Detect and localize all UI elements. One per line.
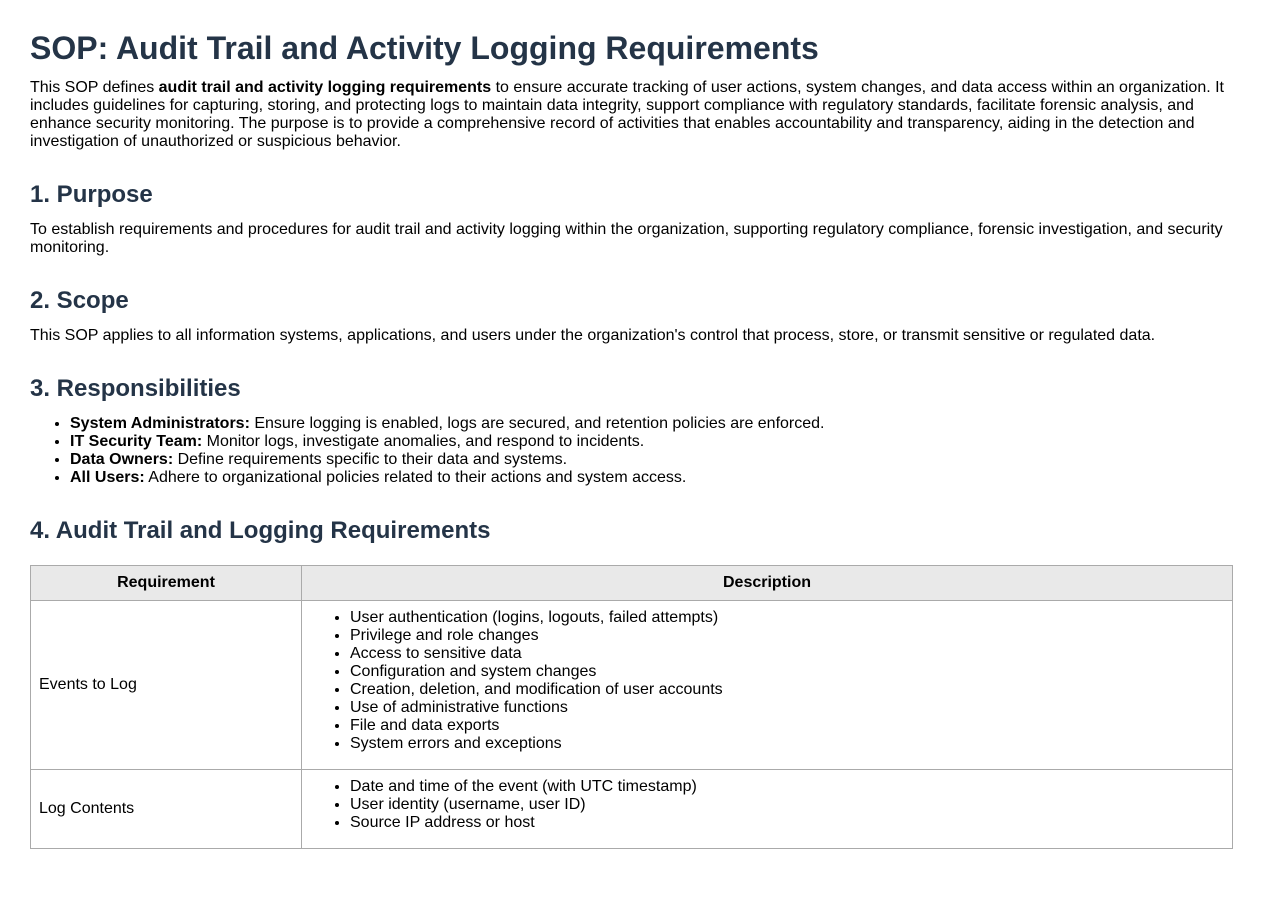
intro-suffix: to ensure accurate tracking of user actions, system changes, and data access within an organization. It includes guidelines for capturing, storing, and protecting logs to maintain data integrity, support compliance with regulatory standards, facilitate forensic analysis, and enhance security monitoring. The purpose is to provide a comprehensive record of activities that enables accountability and transparency, aiding in the detection and investigation of unauthorized or suspicious behavior. [30, 79, 1224, 150]
table-row [31, 601, 1233, 770]
responsibilities-list [30, 415, 1233, 487]
requirement-name: Log Contents [31, 770, 302, 849]
purpose-heading: 1. Purpose [30, 181, 153, 208]
requirement-description [302, 770, 1233, 849]
purpose-text: To establish requirements and procedures for audit trail and activity logging within the organization, supporting regulatory compliance, forensic investigation, and security monitoring. [30, 221, 1223, 256]
responsibility-role: All Users: [70, 469, 145, 486]
responsibility-role: System Administrators: [70, 415, 250, 432]
responsibility-role: Data Owners: [70, 451, 174, 468]
responsibility-text: Monitor logs, investigate anomalies, and respond to incidents. [202, 433, 645, 450]
page-title: SOP: Audit Trail and Activity Logging Requirements [30, 30, 819, 66]
list-item: • Configuration and system changes [350, 663, 1224, 681]
responsibility-item [70, 469, 1233, 487]
list-item: • Creation, deletion, and modification of user accounts [350, 681, 1224, 699]
column-header-description: Description [302, 566, 1233, 601]
list-item: • Date and time of the event (with UTC timestamp) [350, 778, 1224, 796]
list-item: • System errors and exceptions [350, 735, 1224, 753]
requirement-description [302, 601, 1233, 770]
responsibility-item [70, 415, 1233, 433]
intro-bold: audit trail and activity logging requirements [158, 79, 492, 96]
scope-text: This SOP applies to all information systems, applications, and users under the organization's control that process, store, or transmit sensitive or regulated data. [30, 327, 1156, 344]
list-item: • User authentication (logins, logouts, failed attempts) [350, 609, 1224, 627]
responsibility-role: IT Security Team: [70, 433, 203, 450]
responsibility-item [70, 433, 1233, 451]
responsibility-item [70, 451, 1233, 469]
list-item: • Use of administrative functions [350, 699, 1224, 717]
responsibility-text: Ensure logging is enabled, logs are secured, and retention policies are enforced. [249, 415, 825, 432]
table-row [31, 770, 1233, 849]
description-list [310, 778, 1224, 832]
list-item: • Privilege and role changes [350, 627, 1224, 645]
list-item: • Source IP address or host [350, 814, 1224, 832]
intro-prefix: This SOP defines [30, 79, 159, 96]
requirements-table [30, 565, 1233, 849]
responsibility-text: Adhere to organizational policies related to their actions and system access. [144, 469, 687, 486]
list-item: • Access to sensitive data [350, 645, 1224, 663]
sop-document [0, 29, 1263, 849]
table-header-row [31, 566, 1233, 601]
responsibility-text: Define requirements specific to their data and systems. [173, 451, 568, 468]
scope-heading: 2. Scope [30, 287, 129, 314]
intro-paragraph [30, 79, 1233, 151]
column-header-requirement: Requirement [31, 566, 302, 601]
requirements-heading: 4. Audit Trail and Logging Requirements [30, 517, 491, 544]
description-list [310, 609, 1224, 753]
requirement-name: Events to Log [31, 601, 302, 770]
list-item: • User identity (username, user ID) [350, 796, 1224, 814]
responsibilities-heading: 3. Responsibilities [30, 375, 241, 402]
list-item: • File and data exports [350, 717, 1224, 735]
